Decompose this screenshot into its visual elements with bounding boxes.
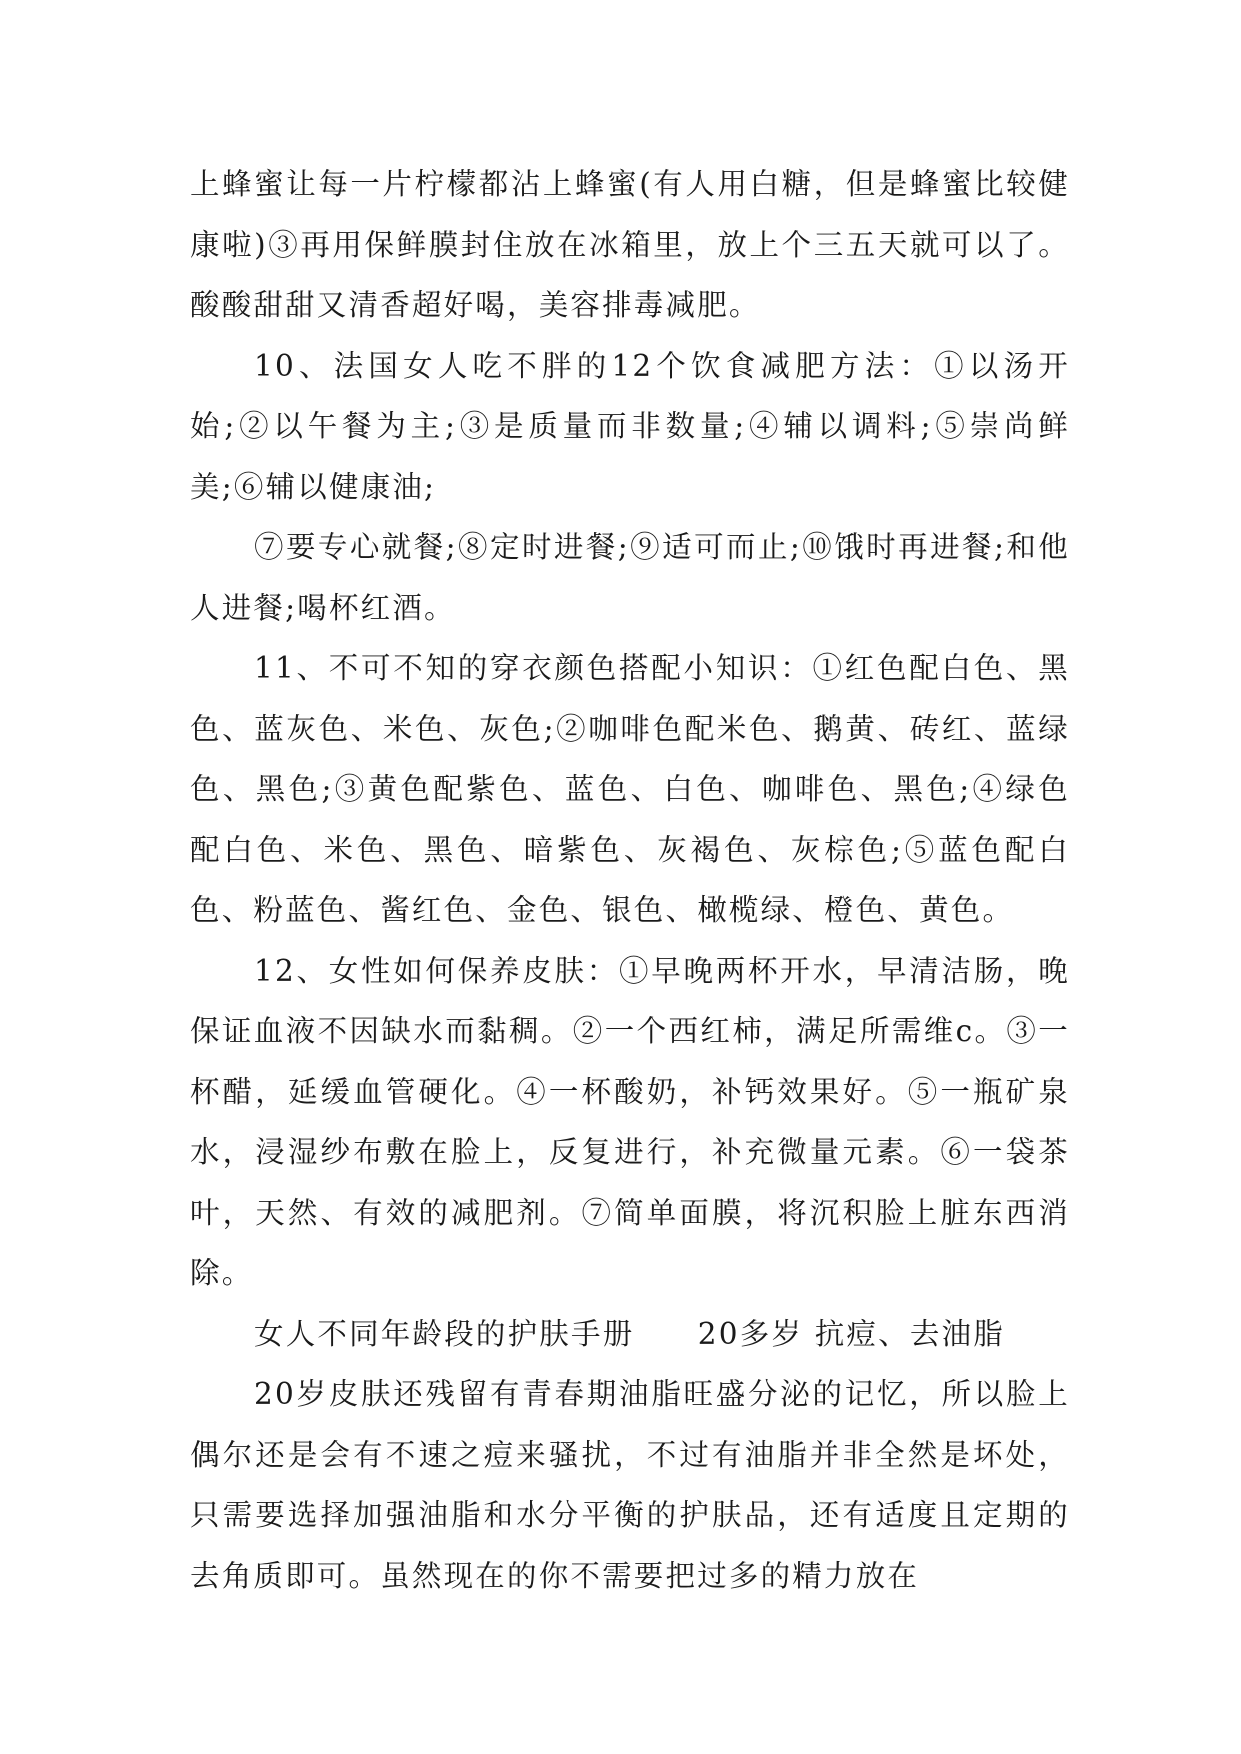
- paragraph-french-diet: 10、法国女人吃不胖的12个饮食减肥方法：①以汤开始;②以午餐为主;③是质量而非数量;④辅以调料;⑤崇尚鲜美;⑥辅以健康油;: [190, 348, 1070, 504]
- paragraph-skin-care: 12、女性如何保养皮肤：①早晚两杯开水，早清洁肠，晚保证血液不因缺水而黏稠。②一个西红柿，满足所需维c。③一杯醋，延缓血管硬化。④一杯酸奶，补钙效果好。⑤一瓶矿泉水，浸湿纱布敷在脸上，反复进行，补充微量元素。⑥一袋茶叶，天然、有效的减肥剂。⑦简单面膜，将沉积脸上脏东西消除。: [190, 953, 1070, 1290]
- paragraph-color-matching: 11、不可不知的穿衣颜色搭配小知识：①红色配白色、黑色、蓝灰色、米色、灰色;②咖啡色配米色、鹅黄、砖红、蓝绿色、黑色;③黄色配紫色、蓝色、白色、咖啡色、黑色;④绿色配白色、米色、黑色、暗紫色、灰褐色、灰棕色;⑤蓝色配白色、粉蓝色、酱红色、金色、银色、橄榄绿、橙色、黄色。: [190, 651, 1070, 927]
- document-body: [190, 154, 1070, 1606]
- paragraph-twenties-skin: 20岁皮肤还残留有青春期油脂旺盛分泌的记忆，所以脸上偶尔还是会有不速之痘来骚扰，不过有油脂并非全然是坏处，只需要选择加强油脂和水分平衡的护肤品，还有适度且定期的去角质即可。虽然现在的你不需要把过多的精力放在: [190, 1377, 1070, 1593]
- section-heading-age-skincare: 女人不同年龄段的护肤手册 20多岁 抗痘、去油脂: [254, 1316, 1005, 1351]
- paragraph-french-diet-cont: ⑦要专心就餐;⑧定时进餐;⑨适可而止;⑩饿时再进餐;和他人进餐;喝杯红酒。: [190, 530, 1070, 625]
- paragraph-lemon-honey: 上蜂蜜让每一片柠檬都沾上蜂蜜(有人用白糖，但是蜂蜜比较健康啦)③再用保鲜膜封住放在冰箱里，放上个三五天就可以了。酸酸甜甜又清香超好喝，美容排毒减肥。: [190, 167, 1070, 322]
